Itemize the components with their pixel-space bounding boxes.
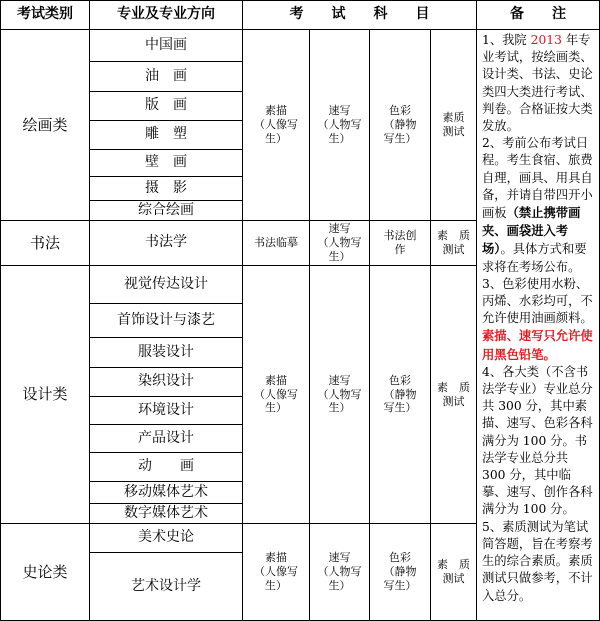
subject-calligraphy-copy: 书法临摹 <box>242 220 310 266</box>
major-cell: 中国画 <box>89 29 243 62</box>
note-2: 2、考前公布考试日程。考生食宿、旅费自理，画具、用具自备，并请自带四开小画板（禁止携带画夹、画袋进入考场）。具体方式和要求将在考场公布。 <box>482 136 593 274</box>
subject-color: 色彩 （静物 写生） <box>369 523 431 621</box>
major-cell: 服装设计 <box>89 337 243 368</box>
subject-quick-sketch: 速写 （人物写 生） <box>309 220 370 266</box>
category-design: 设计类 <box>0 265 90 524</box>
note-1: 1、我院 2013 年专业考试，按绘画类、设计类、书法、史论类四大类进行考试、判卷。合格证按大类发放。 <box>482 33 593 134</box>
major-cell: 版 画 <box>89 91 243 121</box>
subject-quality-test: 素 质 测试 <box>430 523 477 621</box>
major-cell: 壁 画 <box>89 149 243 177</box>
note-4: 4、各大类（不含书法学专业）专业总分共 300 分，其中素描、速写、色彩各科满分为 100 分。书法学专业总分共 300 分，其中临摹、速写、创作各科满分为 100 分。 <box>482 364 593 517</box>
subject-calligraphy-creation: 书法创 作 <box>369 220 431 266</box>
subject-quick-sketch: 速写 （人物写 生） <box>309 29 370 221</box>
subject-color: 色彩 （静物 写生） <box>369 29 431 221</box>
major-cell: 综合绘画 <box>89 200 243 221</box>
notes-panel <box>476 29 600 621</box>
note-2-bold: （禁止携带画夹、画袋进入考场） <box>482 205 581 257</box>
major-cell: 首饰设计与漆艺 <box>89 303 243 338</box>
major-cell: 美术史论 <box>89 523 243 553</box>
note-5: 5、素质测试为笔试简答题，旨在考察考生的综合素质。素质测试只做参考，不计入总分。 <box>482 519 593 603</box>
subject-sketch: 素描 （人像写生） <box>242 29 310 221</box>
subject-sketch: 素描 （人像写生） <box>242 523 310 621</box>
subject-quick-sketch: 速写 （人物写 生） <box>309 523 370 621</box>
subject-quality-test: 素 质 测试 <box>430 220 477 266</box>
major-cell: 油 画 <box>89 61 243 92</box>
category-history-theory: 史论类 <box>0 523 90 621</box>
category-painting: 绘画类 <box>0 29 90 221</box>
category-calligraphy: 书法 <box>0 220 90 266</box>
header-notes: 备 注 <box>476 0 600 30</box>
major-cell: 动 画 <box>89 452 243 482</box>
major-cell: 艺术设计学 <box>89 552 243 621</box>
major-cell: 产品设计 <box>89 424 243 453</box>
header-major: 专业及专业方向 <box>89 0 243 30</box>
header-category: 考试类别 <box>0 0 90 30</box>
subject-quality-test: 素质 测试 <box>430 29 477 221</box>
major-cell: 雕 塑 <box>89 120 243 150</box>
subject-sketch: 素描 （人像写生） <box>242 265 310 524</box>
major-cell: 染织设计 <box>89 367 243 397</box>
note-year: 2013 <box>530 33 562 47</box>
major-cell: 数字媒体艺术 <box>89 503 243 524</box>
subject-quick-sketch: 速写 （人物写 生） <box>309 265 370 524</box>
subject-quality-test: 素 质 测试 <box>430 265 477 524</box>
major-cell: 书法学 <box>89 220 243 266</box>
subject-color: 色彩 （静物 写生） <box>369 265 431 524</box>
major-cell: 移动媒体艺术 <box>89 481 243 504</box>
header-subjects: 考 试 科 目 <box>242 0 477 30</box>
major-cell: 摄 影 <box>89 176 243 201</box>
major-cell: 环境设计 <box>89 396 243 425</box>
major-cell: 视觉传达设计 <box>89 265 243 304</box>
note-3: 3、色彩使用水粉、丙烯、水彩均可，不允许使用油画颜料。素描、速写只允许使用黑色铅笔。 <box>482 276 593 362</box>
note-3-red: 素描、速写只允许使用黑色铅笔。 <box>482 328 593 362</box>
